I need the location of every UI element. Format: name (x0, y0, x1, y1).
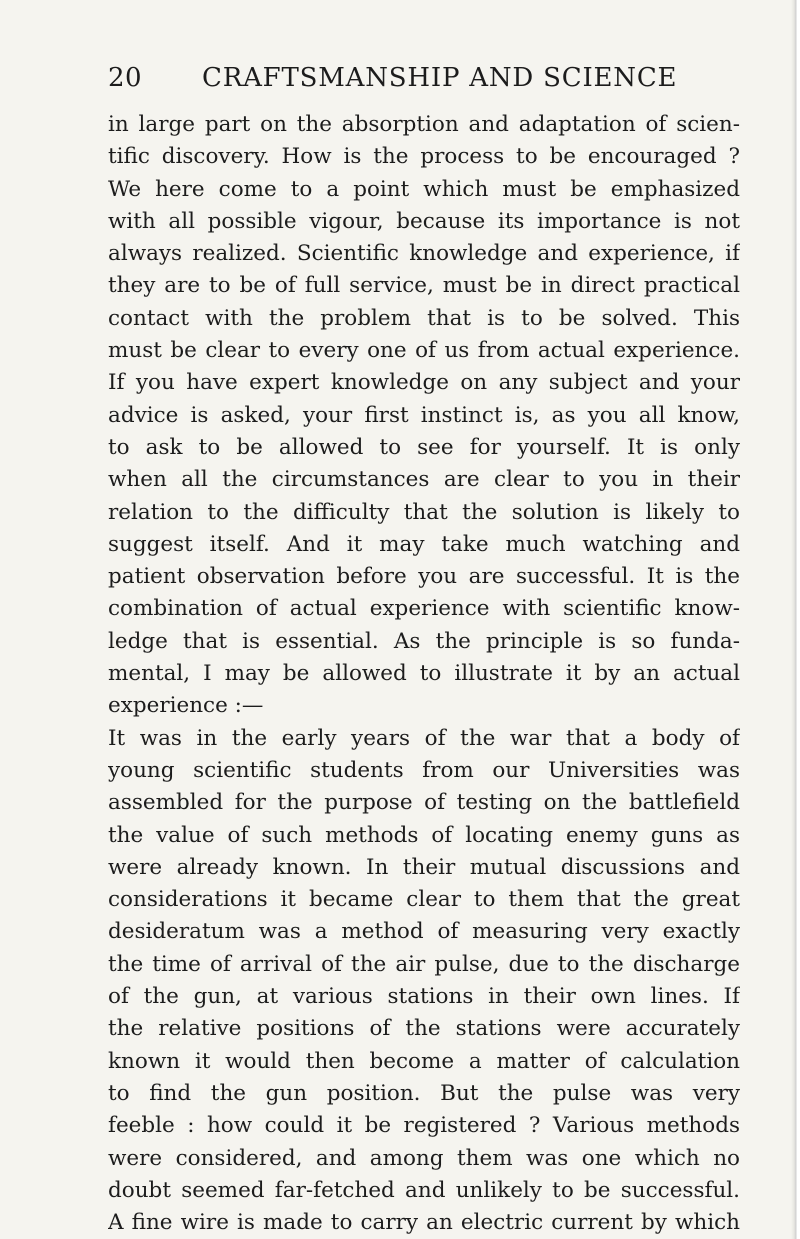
text-line: the time of arrival of the air pulse, due to the discharge (108, 951, 740, 977)
page-edge (791, 0, 800, 1239)
page-header (108, 58, 740, 98)
text-line: considerations it became clear to them that the great (108, 887, 740, 913)
running-title: CRAFTSMANSHIP AND SCIENCE (202, 63, 678, 93)
text-line: the relative positions of the stations were accurately (108, 1016, 740, 1042)
body-text (108, 109, 740, 1239)
text-line: doubt seemed far-fetched and unlikely to be successful. (108, 1177, 740, 1203)
text-line: We here come to a point which must be emphasized (108, 176, 740, 202)
text-line: feeble : how could it be registered ? Various methods (108, 1113, 740, 1139)
text-line: were already known. In their mutual discussions and (108, 854, 740, 880)
text-line: If you have expert knowledge on any subject and your (108, 370, 740, 396)
text-line: were considered, and among them was one which no (108, 1145, 740, 1171)
text-line: advice is asked, your first instinct is, as you all know, (108, 402, 740, 428)
text-line: in large part on the absorption and adaptation of scien- (108, 112, 740, 137)
text-line: relation to the difficulty that the solution is likely to (108, 499, 740, 525)
text-line: patient observation before you are successful. It is the (108, 564, 740, 590)
text-line: contact with the problem that is to be solved. This (108, 305, 740, 331)
text-line: the value of such methods of locating enemy guns as (108, 822, 740, 848)
text-line: always realized. Scientific knowledge and experience, if (108, 241, 740, 267)
text-line: to ask to be allowed to see for yourself. It is only (108, 434, 740, 460)
text-line: tific discovery. How is the process to be encouraged ? (108, 144, 740, 170)
text-line: desideratum was a method of measuring very exactly (108, 919, 740, 945)
text-line: A fine wire is made to carry an electric current by which (108, 1210, 740, 1236)
text-line: combination of actual experience with scientific know- (108, 596, 740, 622)
text-line: when all the circumstances are clear to you in their (108, 467, 740, 493)
text-line: with all possible vigour, because its importance is not (108, 208, 740, 234)
text-line: mental, I may be allowed to illustrate it by an actual (108, 661, 740, 687)
text-line: experience :— (108, 693, 264, 719)
page-number: 20 (108, 63, 143, 93)
text-line: to find the gun position. But the pulse was very (108, 1080, 740, 1106)
text-line: of the gun, at various stations in their own lines. If (108, 984, 740, 1010)
text-line: It was in the early years of the war that a body of (108, 725, 740, 751)
text-line: assembled for the purpose of testing on the battlefield (108, 790, 740, 816)
text-line: ledge that is essential. As the principle is so funda- (108, 628, 740, 654)
text-line: young scientific students from our Universities was (108, 757, 740, 783)
text-line: suggest itself. And it may take much watching and (108, 531, 740, 557)
text-line: they are to be of full service, must be in direct practical (108, 273, 740, 299)
text-line: must be clear to every one of us from actual experience. (108, 338, 740, 364)
text-line: known it would then become a matter of calculation (108, 1048, 740, 1074)
